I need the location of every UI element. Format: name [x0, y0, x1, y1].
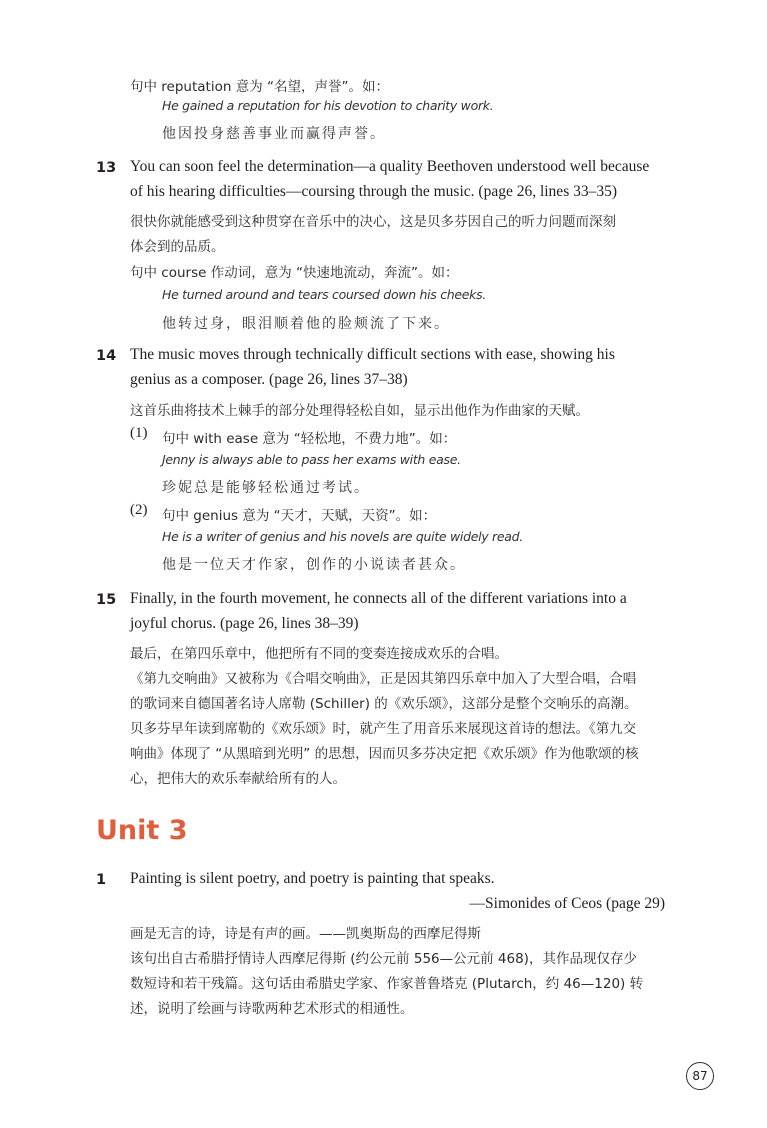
unit-3-zh-line-2: 该句出自古希腊抒情诗人西摩尼得斯 (约公元前 556—公元前 468)，其作品现仅存少: [130, 951, 637, 967]
item-15-zh-line-1: 最后，在第四乐章中，他把所有不同的变奏连接成欢乐的合唱。: [130, 646, 508, 662]
with-ease-note: 句中 with ease 意为 “轻松地，不费力地”。如：: [162, 431, 457, 447]
genius-example-en: He is a writer of genius and his novels are quite widely read.: [162, 529, 523, 544]
item-13-zh-line-2: 体会到的品质。: [130, 239, 225, 255]
course-example-en: He turned around and tears coursed down his cheeks.: [162, 287, 486, 302]
with-ease-example-zh: 珍妮总是能够轻松通过考试。: [162, 480, 370, 496]
item-15-zh-line-4: 贝多芬早年读到席勒的《欢乐颂》时，就产生了用音乐来展现这首诗的想法。《第九交: [130, 721, 637, 737]
unit-3-quote: Painting is silent poetry, and poetry is painting that speaks.: [130, 870, 495, 887]
item-15-zh-line-5: 响曲》体现了 “从黑暗到光明” 的思想，因而贝多芬决定把《欢乐颂》作为他歌颂的核: [130, 746, 639, 762]
item-14-zh-line-1: 这首乐曲将技术上棘手的部分处理得轻松自如，显示出他作为作曲家的天赋。: [130, 403, 589, 419]
course-note: 句中 course 作动词，意为 “快速地流动，奔流”。如：: [130, 265, 459, 281]
item-15-en-line-2: joyful chorus. (page 26, lines 38–39): [130, 615, 359, 632]
item-13-en-line-1: You can soon feel the determination—a quality Beethoven understood well because: [130, 158, 650, 175]
item-number: 14: [96, 348, 117, 364]
reputation-note: 句中 reputation 意为 “名望，声誉”。如：: [130, 79, 389, 95]
item-number: 13: [96, 160, 117, 176]
page-number-label: 87: [692, 1069, 708, 1083]
subitem-label: (1): [130, 425, 148, 441]
genius-note: 句中 genius 意为 “天才，天赋，天资”。如：: [162, 508, 437, 524]
item-15-zh-line-6: 心，把伟大的欢乐奉献给所有的人。: [130, 771, 346, 787]
reputation-example-zh: 他因投身慈善事业而赢得声誉。: [162, 126, 386, 142]
reputation-example-en: He gained a reputation for his devotion to charity work.: [162, 98, 494, 113]
item-13-en-line-2: of his hearing difficulties—coursing through the music. (page 26, lines 33–35): [130, 183, 618, 200]
item-13-zh-line-1: 很快你就能感受到这种贯穿在音乐中的决心，这是贝多芬因自己的听力问题而深刻: [130, 214, 616, 230]
item-number: 15: [96, 592, 117, 608]
item-15-en-line-1: Finally, in the fourth movement, he connects all of the different variations into a: [130, 590, 627, 607]
with-ease-example-en: Jenny is always able to pass her exams with ease.: [162, 452, 461, 467]
item-14-en-line-1: The music moves through technically difficult sections with ease, showing his: [130, 346, 615, 363]
genius-example-zh: 他是一位天才作家，创作的小说读者甚众。: [162, 557, 466, 573]
unit-3-zh-line-1: 画是无言的诗，诗是有声的画。——凯奥斯岛的西摩尼得斯: [130, 926, 481, 942]
page-number: [686, 1062, 714, 1090]
item-14-en-line-2: genius as a composer. (page 26, lines 37–38): [130, 371, 408, 388]
subitem-label: (2): [130, 502, 148, 518]
unit-3-zh-line-3: 数短诗和若干残篇。这句话由希腊史学家、作家普鲁塔克 (Plutarch，约 46—120) 转: [130, 976, 644, 992]
item-15-zh-line-3: 的歌词来自德国著名诗人席勒 (Schiller) 的《欢乐颂》，这部分是整个交响乐的高潮。: [130, 696, 638, 712]
item-15-zh-line-2: 《第九交响曲》又被称为《合唱交响曲》，正是因其第四乐章中加入了大型合唱，合唱: [130, 671, 637, 687]
unit-3-zh-line-4: 述，说明了绘画与诗歌两种艺术形式的相通性。: [130, 1001, 414, 1017]
unit-heading: Unit 3: [96, 815, 188, 846]
course-example-zh: 他转过身，眼泪顺着他的脸颊流了下来。: [162, 316, 450, 332]
item-number: 1: [96, 872, 107, 888]
unit-3-attribution: —Simonides of Ceos (page 29): [469, 895, 665, 912]
